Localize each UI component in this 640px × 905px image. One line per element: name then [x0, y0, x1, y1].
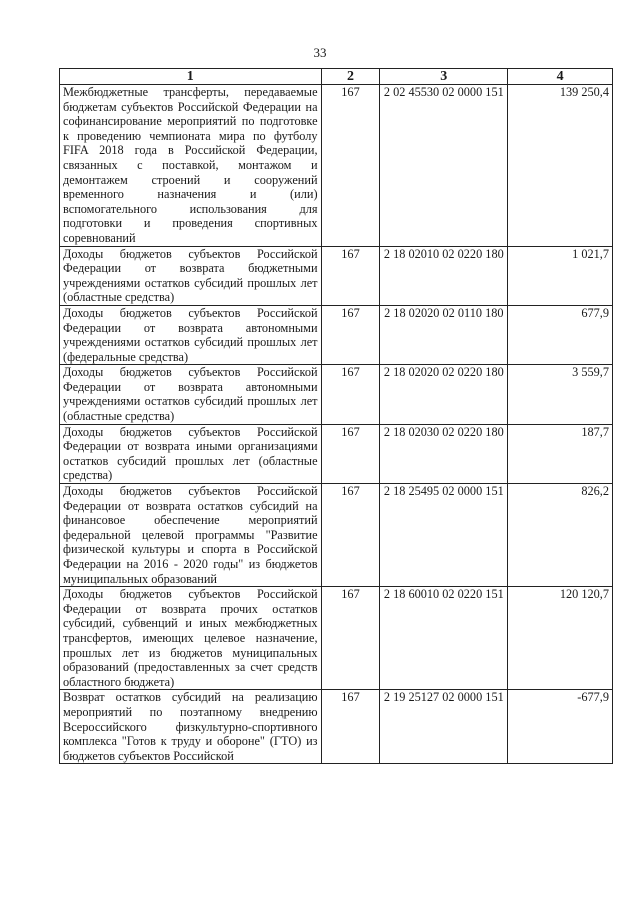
- row-admin-code: 167: [321, 424, 380, 483]
- row-budget-code: 2 18 02020 02 0110 180: [380, 305, 508, 364]
- table-row: [60, 690, 613, 764]
- row-description: Доходы бюджетов субъектов Российской Федерации от возврата бюджетными учреждениями остатков субсидий прошлых лет (областные средства): [60, 246, 322, 305]
- row-amount: 187,7: [508, 424, 613, 483]
- column-header-3: 3: [380, 69, 508, 85]
- column-header-1: 1: [60, 69, 322, 85]
- row-admin-code: 167: [321, 484, 380, 587]
- row-budget-code: 2 18 25495 02 0000 151: [380, 484, 508, 587]
- row-description: Межбюджетные трансферты, передаваемые бюджетам субъектов Российской Федерации на софинансирование мероприятий по подготовке к проведению чемпионата мира по футболу FIFA 2018 года в Российской Федерации, связанных с поставкой, монтажом и демонтажем строений и сооружений временного назначения и (или) вспомогательного использования для подготовки и проведения спортивных соревнований: [60, 85, 322, 247]
- budget-table: [59, 68, 613, 764]
- row-amount: 1 021,7: [508, 246, 613, 305]
- row-description: Доходы бюджетов субъектов Российской Федерации от возврата остатков субсидий на финансовое обеспечение мероприятий федеральной целевой программы "Развитие физической культуры и спорта в Российской Федерации на 2016 - 2020 годы" из бюджетов муниципальных образований: [60, 484, 322, 587]
- row-budget-code: 2 02 45530 02 0000 151: [380, 85, 508, 247]
- table-row: [60, 424, 613, 483]
- row-admin-code: 167: [321, 365, 380, 424]
- row-amount: -677,9: [508, 690, 613, 764]
- row-admin-code: 167: [321, 690, 380, 764]
- row-budget-code: 2 18 02030 02 0220 180: [380, 424, 508, 483]
- row-amount: 139 250,4: [508, 85, 613, 247]
- row-budget-code: 2 19 25127 02 0000 151: [380, 690, 508, 764]
- row-budget-code: 2 18 02010 02 0220 180: [380, 246, 508, 305]
- row-admin-code: 167: [321, 587, 380, 690]
- row-admin-code: 167: [321, 305, 380, 364]
- table-row: [60, 85, 613, 247]
- header-row: [60, 69, 613, 85]
- column-header-2: 2: [321, 69, 380, 85]
- row-amount: 3 559,7: [508, 365, 613, 424]
- row-amount: 120 120,7: [508, 587, 613, 690]
- table-row: [60, 587, 613, 690]
- row-description: Возврат остатков субсидий на реализацию мероприятий по поэтапному внедрению Всероссийского физкультурно-спортивного комплекса "Готов к труду и обороне" (ГТО) из бюджетов субъектов Российской: [60, 690, 322, 764]
- table-row: [60, 246, 613, 305]
- table-row: [60, 365, 613, 424]
- row-admin-code: 167: [321, 246, 380, 305]
- row-description: Доходы бюджетов субъектов Российской Федерации от возврата иными организациями остатков субсидий прошлых лет (областные средства): [60, 424, 322, 483]
- row-budget-code: 2 18 02020 02 0220 180: [380, 365, 508, 424]
- row-description: Доходы бюджетов субъектов Российской Федерации от возврата автономными учреждениями остатков субсидий прошлых лет (федеральные средства): [60, 305, 322, 364]
- row-admin-code: 167: [321, 85, 380, 247]
- row-description: Доходы бюджетов субъектов Российской Федерации от возврата прочих остатков субсидий, субвенций и иных межбюджетных трансфертов, имеющих целевое назначение, прошлых лет из бюджетов муниципальных образований (предоставленных за счет средств областного бюджета): [60, 587, 322, 690]
- row-amount: 826,2: [508, 484, 613, 587]
- table-row: [60, 305, 613, 364]
- row-amount: 677,9: [508, 305, 613, 364]
- row-description: Доходы бюджетов субъектов Российской Федерации от возврата автономными учреждениями остатков субсидий прошлых лет (областные средства): [60, 365, 322, 424]
- row-budget-code: 2 18 60010 02 0220 151: [380, 587, 508, 690]
- column-header-4: 4: [508, 69, 613, 85]
- table-row: [60, 484, 613, 587]
- page-number: 33: [313, 45, 327, 60]
